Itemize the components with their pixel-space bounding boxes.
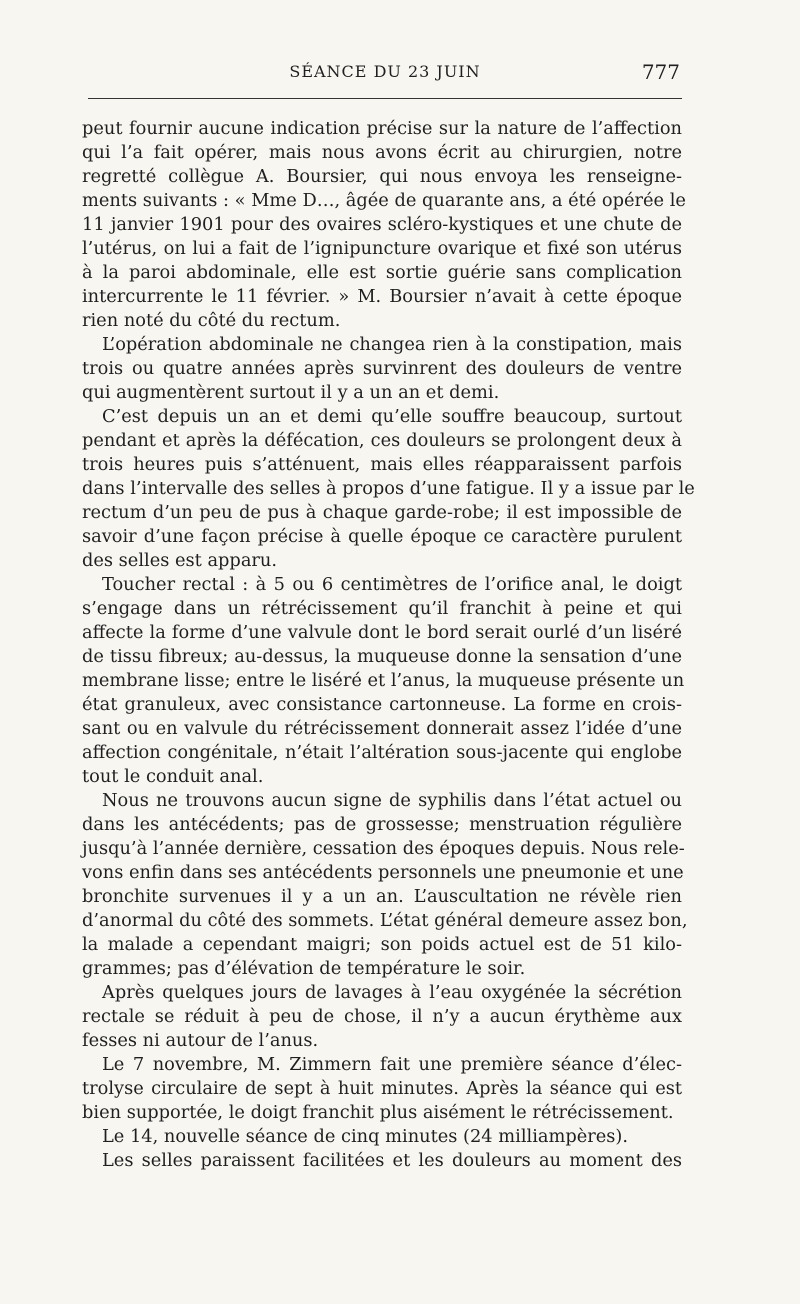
- text-line: 11 janvier 1901 pour des ovaires scléro-kystiques et une chute de: [82, 214, 682, 235]
- text-line: qui l’a fait opérer, mais nous avons écrit au chirurgien, notre: [82, 142, 682, 163]
- text-line: d’anormal du côté des sommets. L’état général demeure assez bon,: [82, 910, 688, 931]
- text-line: fesses ni autour de l’anus.: [82, 1030, 319, 1051]
- text-line: Toucher rectal : à 5 ou 6 centimètres de l’orifice anal, le doigt: [102, 574, 682, 595]
- text-line: ments suivants : « Mme D…, âgée de quarante ans, a été opérée le: [82, 190, 686, 211]
- header-title: SÉANCE DU 23 JUIN: [289, 62, 481, 81]
- text-line: savoir d’une façon précise à quelle époque ce caractère purulent: [82, 526, 682, 547]
- text-line: Le 7 novembre, M. Zimmern fait une première séance d’élec-: [102, 1054, 682, 1075]
- paragraph: [82, 117, 686, 333]
- page-number: 777: [641, 60, 680, 84]
- paragraph: [82, 1149, 682, 1173]
- text-line: tout le conduit anal.: [82, 766, 264, 787]
- text-line: Les selles paraissent facilitées et les douleurs au moment des: [102, 1150, 682, 1171]
- text-line: Le 14, nouvelle séance de cinq minutes (24 milliampères).: [102, 1126, 628, 1147]
- text-line: grammes; pas d’élévation de température le soir.: [82, 958, 526, 979]
- text-line: de tissu fibreux; au-dessus, la muqueuse donne la sensation d’une: [82, 646, 682, 667]
- text-line: rectum d’un peu de pus à chaque garde-robe; il est impossible de: [82, 502, 682, 523]
- text-line: membrane lisse; entre le liséré et l’anus, la muqueuse présente un: [82, 670, 685, 691]
- running-header: [88, 58, 682, 90]
- text-line: affecte la forme d’une valvule dont le bord serait ourlé d’un liséré: [82, 622, 682, 643]
- text-line: Après quelques jours de lavages à l’eau oxygénée la sécrétion: [102, 982, 682, 1003]
- text-line: qui augmentèrent surtout il y a un an et demi.: [82, 382, 500, 403]
- header-rule: [88, 98, 682, 99]
- text-line: pendant et après la défécation, ces douleurs se prolongent deux à: [82, 430, 682, 451]
- text-line: jusqu’à l’année dernière, cessation des époques depuis. Nous rele-: [82, 838, 685, 859]
- paragraph: [82, 1125, 682, 1149]
- text-line: sant ou en valvule du rétrécissement donnerait assez l’idée d’une: [82, 718, 682, 739]
- text-line: bien supportée, le doigt franchit plus aisément le rétrécissement.: [82, 1102, 674, 1123]
- text-line: état granuleux, avec consistance cartonneuse. La forme en crois-: [82, 694, 682, 715]
- body-text: [82, 117, 695, 1173]
- paragraph: [82, 333, 682, 405]
- text-line: l’utérus, on lui a fait de l’ignipuncture ovarique et fixé son utérus: [82, 238, 682, 259]
- text-line: à la paroi abdominale, elle est sortie guérie sans complication: [82, 262, 682, 283]
- text-line: C’est depuis un an et demi qu’elle souffre beaucoup, surtout: [102, 406, 682, 427]
- text-line: vons enfin dans ses antécédents personnels une pneumonie et une: [82, 862, 684, 883]
- text-line: Nous ne trouvons aucun signe de syphilis dans l’état actuel ou: [102, 790, 682, 811]
- text-line: intercurrente le 11 février. » M. Boursier n’avait à cette époque: [82, 286, 682, 307]
- paragraph: [82, 789, 688, 981]
- paragraph: [82, 405, 695, 573]
- text-line: la malade a cependant maigri; son poids actuel est de 51 kilo-: [82, 934, 682, 955]
- text-line: regretté collègue A. Boursier, qui nous envoya les renseigne-: [82, 166, 682, 187]
- text-line: affection congénitale, n’était l’altération sous-jacente qui englobe: [82, 742, 682, 763]
- paragraph: [82, 1053, 682, 1125]
- text-line: L’opération abdominale ne changea rien à la constipation, mais: [102, 334, 682, 355]
- text-line: dans les antécédents; pas de grossesse; menstruation régulière: [82, 814, 682, 835]
- text-line: peut fournir aucune indication précise sur la nature de l’affection: [82, 118, 682, 139]
- text-line: rien noté du côté du rectum.: [82, 310, 341, 331]
- text-line: trois ou quatre années après survinrent des douleurs de ventre: [82, 358, 682, 379]
- text-line: dans l’intervalle des selles à propos d’une fatigue. Il y a issue par le: [82, 478, 695, 499]
- text-line: trois heures puis s’atténuent, mais elles réapparaissent parfois: [82, 454, 682, 475]
- text-line: bronchite survenues il y a un an. L’auscultation ne révèle rien: [82, 886, 682, 907]
- text-line: trolyse circulaire de sept à huit minutes. Après la séance qui est: [82, 1078, 682, 1099]
- text-line: des selles est apparu.: [82, 550, 278, 571]
- paragraph: [82, 573, 685, 789]
- text-line: rectale se réduit à peu de chose, il n’y a aucun érythème aux: [82, 1006, 682, 1027]
- paragraph: [82, 981, 682, 1053]
- text-line: s’engage dans un rétrécissement qu’il franchit à peine et qui: [82, 598, 682, 619]
